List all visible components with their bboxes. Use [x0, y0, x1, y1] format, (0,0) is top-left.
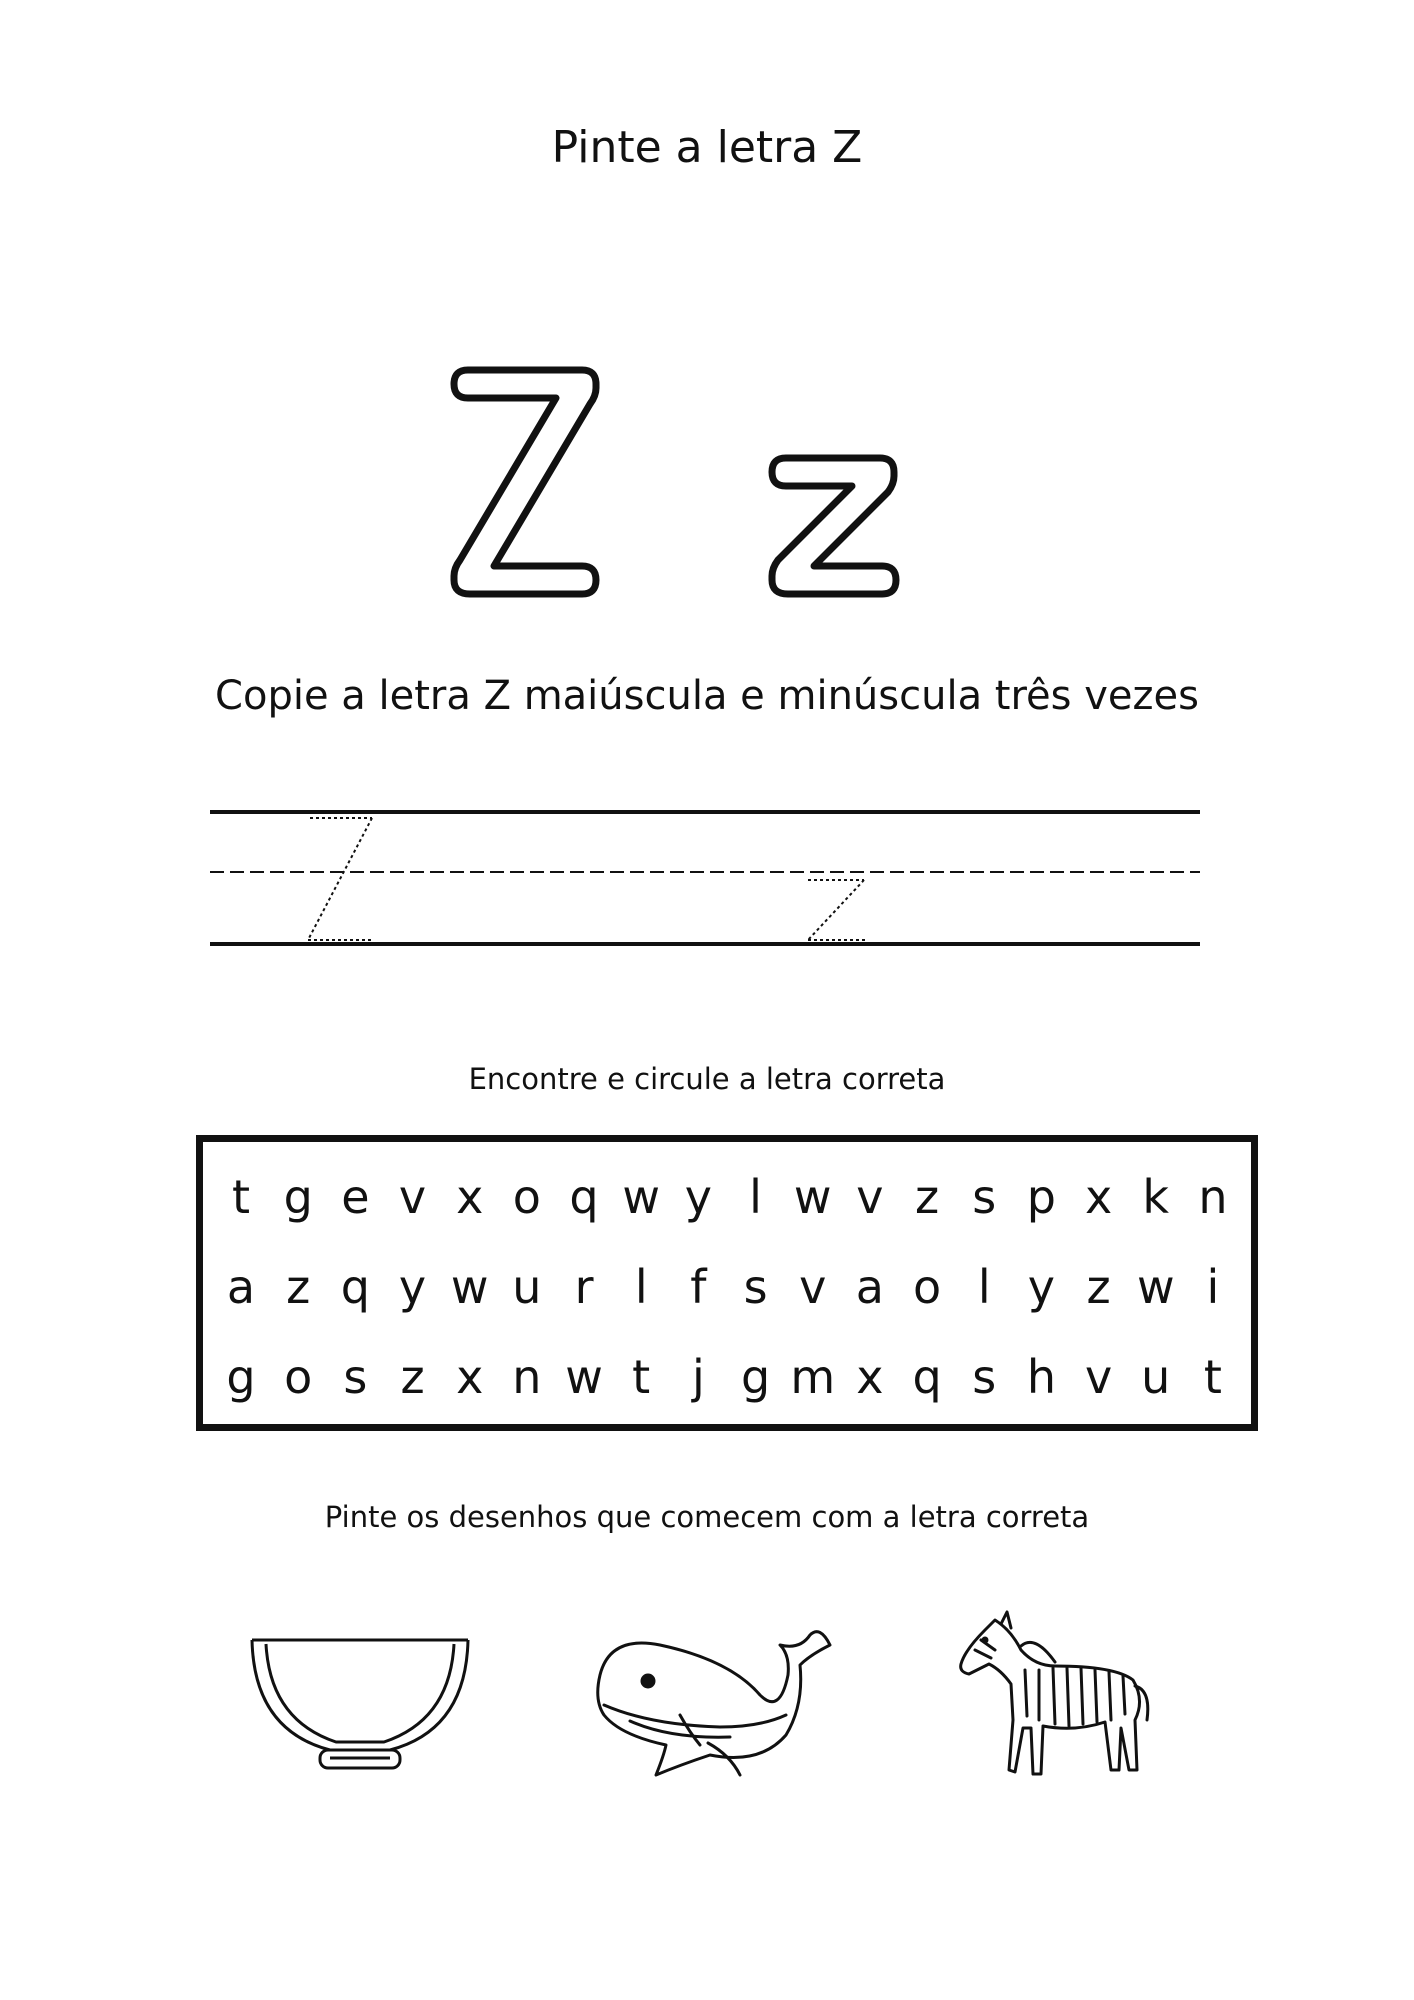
grid-letter[interactable]: l	[977, 1260, 991, 1314]
grid-letter[interactable]: y	[1027, 1260, 1056, 1314]
grid-letter[interactable]: f	[690, 1260, 707, 1314]
grid-letter[interactable]: n	[512, 1350, 542, 1404]
grid-letter[interactable]: s	[743, 1260, 768, 1314]
grid-letter[interactable]: q	[569, 1170, 599, 1224]
copy-instruction: Copie a letra Z maiúscula e minúscula três vezes	[215, 673, 1199, 719]
grid-letter[interactable]: q	[912, 1350, 942, 1404]
zebra-drawing[interactable]	[955, 1610, 1155, 1790]
grid-letter[interactable]: n	[1198, 1170, 1228, 1224]
grid-letter[interactable]: o	[512, 1170, 541, 1224]
grid-letter[interactable]: x	[456, 1350, 484, 1404]
grid-letter[interactable]: x	[1084, 1170, 1113, 1224]
grid-letter[interactable]: q	[340, 1260, 370, 1314]
grid-letter[interactable]: z	[914, 1170, 940, 1224]
letter-search-grid	[196, 1135, 1258, 1431]
handwriting-guide	[200, 790, 1210, 970]
whale-drawing[interactable]	[590, 1605, 850, 1785]
grid-letter[interactable]: p	[1026, 1170, 1056, 1224]
grid-letter[interactable]: s	[972, 1350, 997, 1404]
paint-instruction: Pinte os desenhos que comecem com a letra correta	[324, 1500, 1090, 1534]
grid-letter[interactable]: x	[856, 1350, 884, 1404]
grid-letter[interactable]: l	[634, 1260, 648, 1314]
grid-letter[interactable]: v	[1084, 1350, 1113, 1404]
grid-letter[interactable]: y	[684, 1170, 712, 1224]
grid-letter[interactable]: w	[622, 1170, 661, 1224]
bowl-drawing[interactable]	[240, 1620, 480, 1780]
grid-letter[interactable]: a	[855, 1260, 884, 1314]
grid-letter[interactable]: o	[284, 1350, 313, 1404]
grid-letter[interactable]: t	[632, 1350, 651, 1404]
grid-letter[interactable]: h	[1026, 1350, 1056, 1404]
grid-letter[interactable]: m	[790, 1350, 836, 1404]
grid-letter[interactable]: x	[456, 1170, 484, 1224]
grid-letter[interactable]: z	[286, 1260, 311, 1314]
grid-letter[interactable]: g	[283, 1170, 313, 1224]
grid-letter[interactable]: u	[1141, 1350, 1171, 1404]
grid-letter[interactable]: w	[450, 1260, 489, 1314]
page-title: Pinte a letra Z	[551, 122, 863, 173]
grid-letter[interactable]: s	[343, 1350, 368, 1404]
grid-letter[interactable]: z	[400, 1350, 425, 1404]
grid-letter[interactable]: u	[512, 1260, 542, 1314]
grid-letter[interactable]: w	[1136, 1260, 1175, 1314]
grid-letter[interactable]: s	[972, 1170, 997, 1224]
grid-letter[interactable]: v	[398, 1170, 427, 1224]
find-instruction: Encontre e circule a letra correta	[468, 1062, 946, 1096]
grid-letter[interactable]: g	[740, 1350, 771, 1404]
grid-letter[interactable]: v	[856, 1170, 884, 1224]
grid-letter[interactable]: t	[1203, 1350, 1222, 1404]
grid-letter[interactable]: i	[1206, 1260, 1220, 1314]
grid-letter[interactable]: e	[341, 1170, 370, 1224]
grid-letter[interactable]: l	[749, 1170, 762, 1224]
outlined-uppercase-z	[454, 370, 596, 594]
grid-letter[interactable]: g	[226, 1350, 256, 1404]
grid-letter[interactable]: v	[799, 1260, 827, 1314]
grid-letter[interactable]: t	[231, 1170, 251, 1224]
grid-letter[interactable]: o	[912, 1260, 942, 1314]
outlined-letters	[0, 350, 1414, 610]
dotted-lowercase-z	[808, 880, 866, 940]
grid-row-3	[213, 1337, 1241, 1417]
grid-letter[interactable]: k	[1142, 1170, 1170, 1224]
grid-letter[interactable]: j	[691, 1350, 705, 1404]
grid-letter[interactable]: w	[565, 1350, 603, 1404]
grid-letter[interactable]: r	[574, 1260, 594, 1314]
grid-row-1	[213, 1157, 1241, 1237]
grid-row-2	[213, 1247, 1241, 1327]
grid-letter[interactable]: z	[1086, 1260, 1111, 1314]
grid-letter[interactable]: a	[226, 1260, 256, 1314]
dotted-uppercase-z	[308, 818, 372, 940]
grid-letter[interactable]: w	[793, 1170, 832, 1224]
outlined-lowercase-z	[772, 458, 896, 594]
grid-letter[interactable]: y	[398, 1260, 427, 1314]
